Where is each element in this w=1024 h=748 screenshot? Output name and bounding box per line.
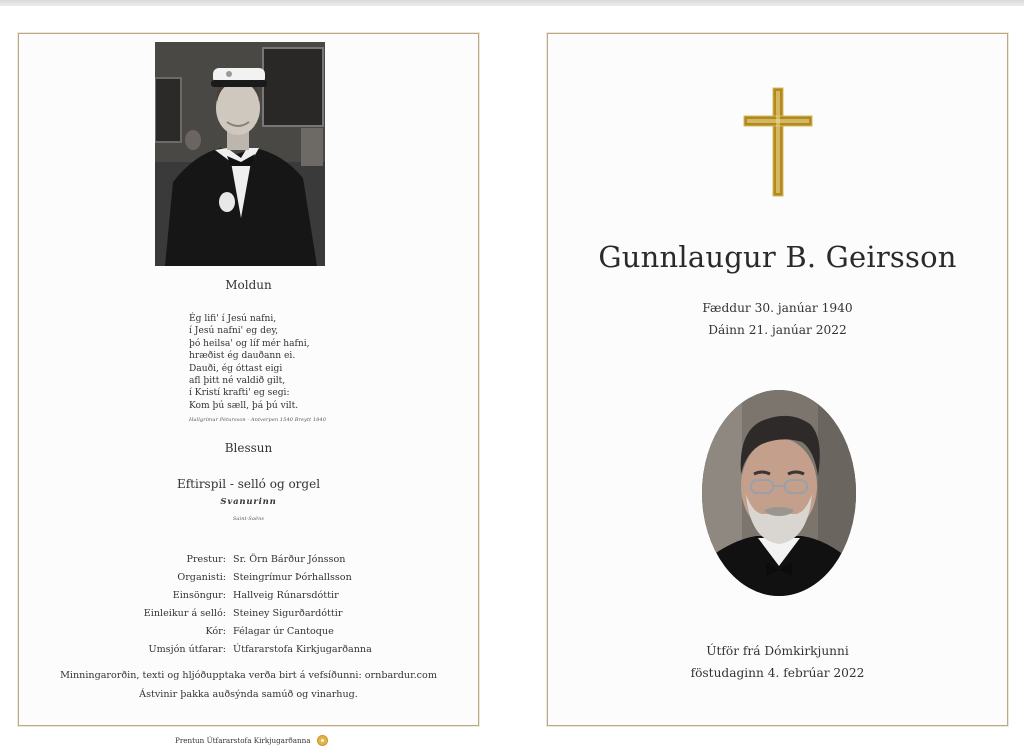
credit-row <box>19 605 478 623</box>
blessing-title: Blessun <box>224 441 273 455</box>
postlude-composer: Saint-Saëns <box>232 516 265 522</box>
credit-name: Félagar úr Cantoque <box>233 626 334 637</box>
poem-line: Ég lifi' í Jesú nafni, <box>189 314 277 324</box>
notice-website: Minningarorðin, texti og hljóðupptaka verða birt á vefsíðunni: ornbardur.com <box>60 670 437 681</box>
printer-logo-icon <box>317 735 328 746</box>
service-date: föstudaginn 4. febrúar 2022 <box>690 666 865 680</box>
credit-role: Organisti: <box>177 572 226 583</box>
poem-line: í Kristí krafti' eg segi: <box>189 388 290 399</box>
life-dates <box>548 297 1007 341</box>
poem <box>189 313 310 412</box>
birth-date: Fæddur 30. janúar 1940 <box>702 301 853 315</box>
postlude-title: Eftirspil - selló og orgel <box>176 477 321 491</box>
youth-photo <box>155 42 325 266</box>
credit-row <box>19 569 478 587</box>
program-inner-page <box>18 33 479 726</box>
credit-row <box>19 623 478 641</box>
poem-line: þó heilsa' og líf mér hafni, <box>189 338 310 349</box>
funeral-service <box>548 640 1007 684</box>
credit-row <box>19 641 478 659</box>
credit-role: Kór: <box>205 626 226 637</box>
credit-role: Einsöngur: <box>172 590 226 601</box>
credit-row <box>19 587 478 605</box>
credit-name: Hallveig Rúnarsdóttir <box>233 590 339 601</box>
credit-role: Einleikur á selló: <box>143 608 226 619</box>
credit-role: Prestur: <box>186 554 226 565</box>
printer-credit <box>175 735 328 746</box>
poem-credit: Hallgrímur Pétursson - Antverpen 1540 Breytt 1840 <box>189 417 326 423</box>
credits-list <box>19 551 478 659</box>
deceased-name: Gunnlaugur B. Geirsson <box>598 240 957 274</box>
credit-name: Steingrímur Þórhallsson <box>233 572 352 583</box>
credit-role: Umsjón útfarar: <box>148 644 226 655</box>
credit-name: Sr. Örn Bárður Jónsson <box>233 554 346 565</box>
postlude-piece: Svanurinn <box>220 497 277 507</box>
portrait-photo <box>702 390 856 596</box>
credit-row <box>19 551 478 569</box>
poem-line: í Jesú nafni' eg dey, <box>189 326 279 337</box>
poem-line: Dauði, ég óttast eigi <box>189 363 283 374</box>
poem-line: hræðist ég dauðann ei. <box>189 351 296 362</box>
service-location: Útför frá Dómkirkjunni <box>706 644 849 658</box>
printer-text: Prentun Útfararstofa Kirkjugarðanna <box>175 736 311 745</box>
poem-line: Kom þú sæll, þá þú vilt. <box>189 400 299 411</box>
cross-icon <box>742 86 814 198</box>
viewer-top-bar <box>0 0 1024 6</box>
credit-name: Steiney Sigurðardóttir <box>233 608 343 619</box>
death-date: Dáinn 21. janúar 2022 <box>708 323 847 337</box>
hymn-title: Moldun <box>225 278 272 292</box>
notice-thanks: Ástvinir þakka auðsýnda samúð og vinarhug. <box>139 689 358 700</box>
credit-name: Útfararstofa Kirkjugarðanna <box>233 644 372 655</box>
poem-line: afl þitt né valdið gilt, <box>189 376 286 387</box>
program-cover-page <box>547 33 1008 726</box>
